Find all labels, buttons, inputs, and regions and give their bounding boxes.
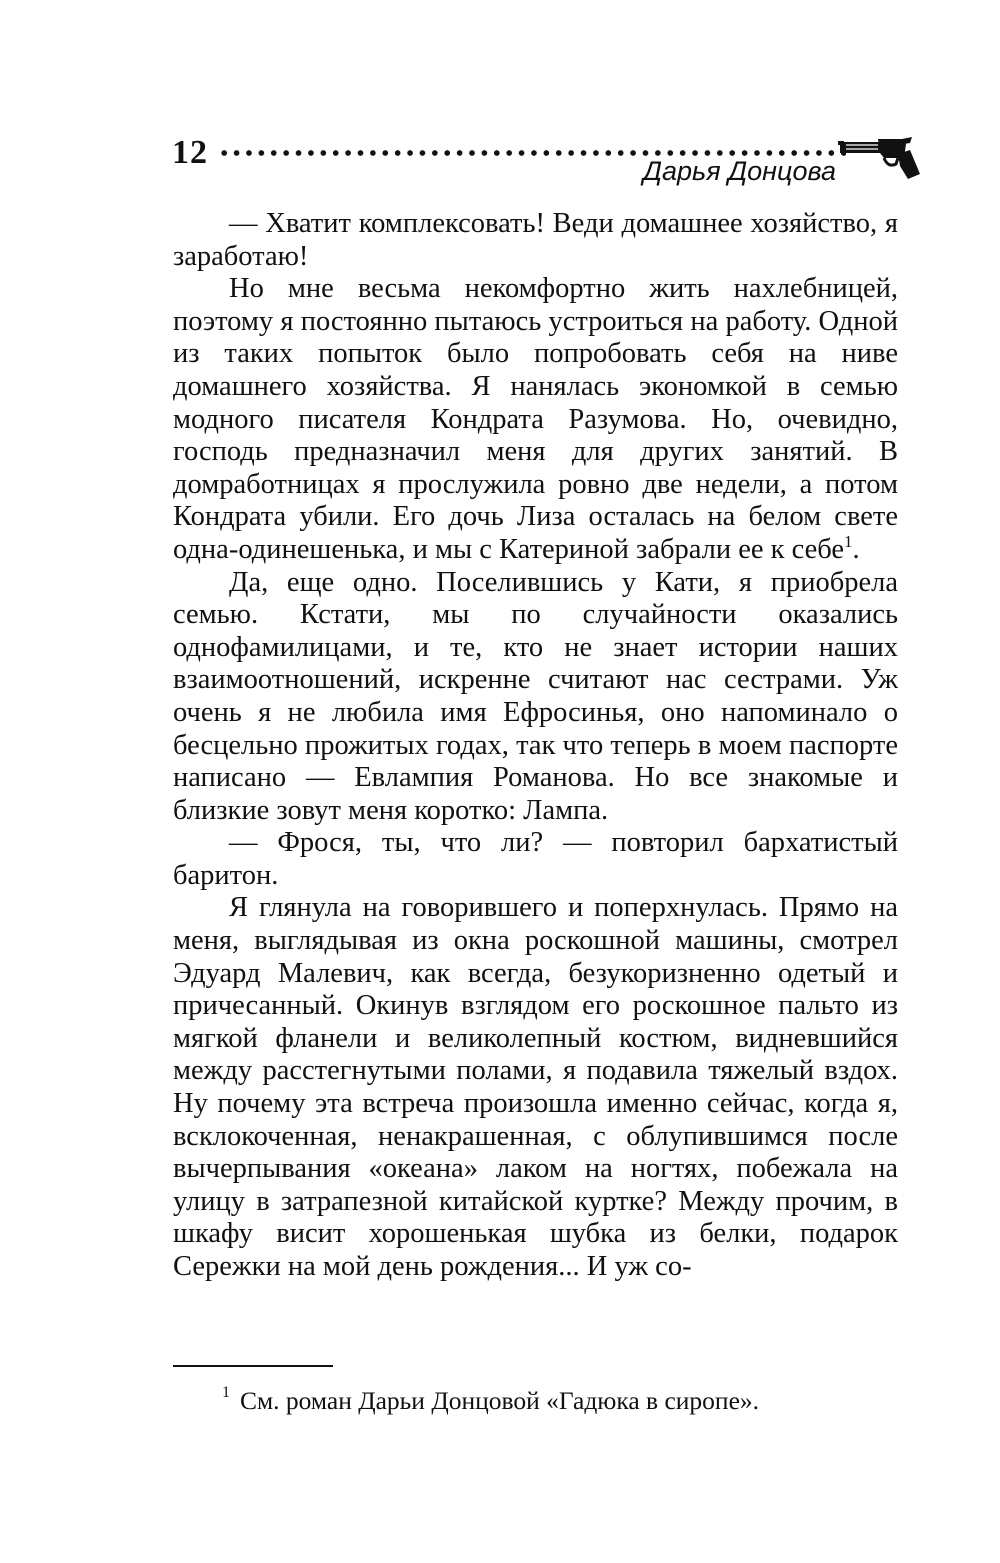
footnote [222, 1385, 759, 1417]
page-number: 12 [172, 134, 208, 171]
revolver-icon [838, 136, 922, 180]
paragraph: Но мне весьма некомфортно жить нахлебницей, поэтому я постоянно пытаюсь устроиться на работу. Одной из таких попыток было попробовать себя на ниве домашнего хозяйства. Я нанялась экономкой в семью модного писателя Кондрата Разумова. Но, очевидно, господь предназначил меня для других занятий. В домработницах я прослужила ровно две недели, а потом Кондрата убили. Его дочь Лиза осталась на белом свете одна-одинешенька, и мы с Катериной забрали ее к себе$^1$. [173, 273, 898, 565]
footnote-text: См. роман Дарьи Донцовой «Гадюка в сиропе». [240, 1386, 760, 1415]
paragraph: — Хватит комплексовать! Веди домашнее хозяйство, я заработаю! [173, 208, 898, 272]
paragraph: Я глянула на говорившего и поперхнулась. Прямо на меня, выглядывая из окна роскошной машины, смотрел Эдуард Малевич, как всегда, безукоризненно одетый и причесанный. Окинув взглядом его роскошное пальто из мягкой фланели и великолепный костюм, видневшийся между расстегнутыми полами, я подавила тяжелый вздох. Ну почему эта встреча произошла именно сейчас, когда я, всклокоченная, ненакрашенная, с облупившимся после вычерпывания «океана» лаком на ногтях, побежала на улицу в затрапезной китайской куртке? Между прочим, в шкафу висит хорошенькая шубка из белки, подарок Сережки на мой день рождения... И уж со- [173, 892, 898, 1282]
footnote-divider [173, 1365, 333, 1367]
paragraph: — Фрося, ты, что ли? — повторил бархатистый баритон. [173, 827, 898, 891]
footnote-mark: 1 [222, 1384, 230, 1401]
footnote-reference: 1 [844, 531, 853, 551]
paragraph: Да, еще одно. Поселившись у Кати, я приобрела семью. Кстати, мы по случайности оказались однофамилицами, и те, кто не знает истории наших взаимоотношений, искренне считают нас сестрами. Уж очень я не любила имя Ефросинья, оно напоминало о бесцельно прожитых годах, так что теперь в моем паспорте написано — Евлампия Романова. Но все знакомые и близкие зовут меня коротко: Лампа. [173, 566, 898, 826]
author-name: Дарья Донцова [642, 156, 836, 186]
running-header [172, 128, 922, 198]
body-text [173, 208, 898, 1284]
